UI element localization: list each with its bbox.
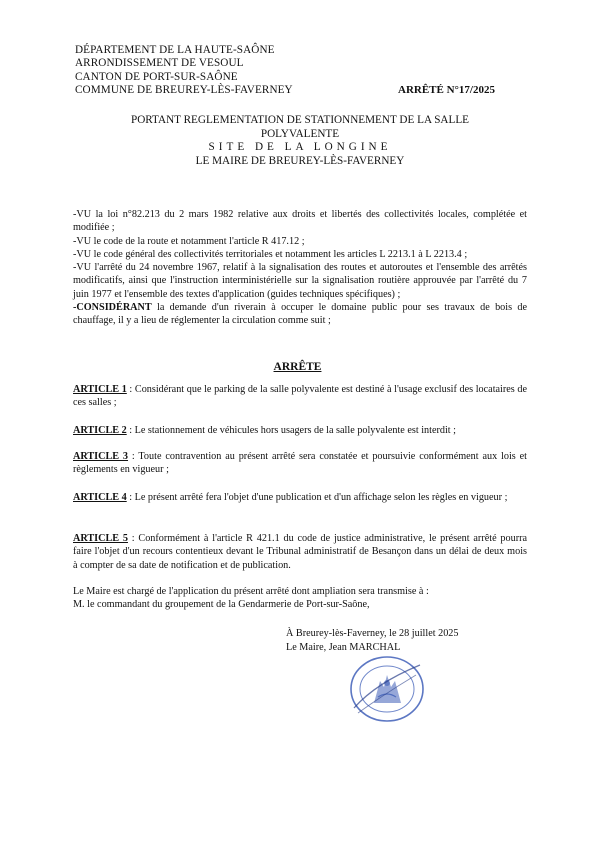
article-5-text: : Conformément à l'article R 421.1 du code de justice administrative, le présent arrêté pourra faire l'objet d'un recours contentieux devant le Tribunal administratif de Besançon dans un délai de deux mois à compter de sa date de notification et de publication.	[73, 533, 527, 571]
article-4	[73, 491, 527, 504]
arrete-heading: ARRÊTE	[273, 361, 322, 373]
article-2	[73, 424, 527, 437]
article-2-text: : Le stationnement de véhicules hors usagers de la salle polyvalente est interdit ;	[126, 425, 457, 436]
signature-name: Le Maire, Jean MARCHAL	[286, 642, 401, 653]
header-arrondissement: ARRONDISSEMENT DE VESOUL	[75, 57, 244, 70]
signature-block	[286, 627, 458, 655]
mairie-stamp	[346, 653, 428, 725]
title-maire: LE MAIRE DE BREUREY-LÈS-FAVERNEY	[195, 154, 405, 167]
arrete-number: ARRÊTÉ N°17/2025	[398, 84, 495, 96]
article-4-label: ARTICLE 4	[73, 492, 127, 503]
vu-cgct: -VU le code général des collectivités territoriales et notamment les articles L 2213.1 à L 2213.4 ;	[73, 248, 468, 260]
article-2-label: ARTICLE 2	[73, 425, 127, 436]
considerant-label: -CONSIDÉRANT	[73, 302, 152, 314]
article-4-text: : Le présent arrêté fera l'objet d'une publication et d'un affichage selon les règles en vigueur ;	[126, 492, 508, 503]
document-title	[60, 114, 540, 168]
title-site: SITE DE LA LONGINE	[208, 141, 392, 153]
article-5	[73, 532, 527, 572]
article-1-label: ARTICLE 1	[73, 384, 127, 395]
article-3-label: ARTICLE 3	[73, 451, 129, 462]
considerant	[73, 301, 527, 328]
article-1-text: : Considérant que le parking de la salle polyvalente est destiné à l'usage exclusif des locataires de ces salles ;	[73, 384, 528, 409]
article-3-text: : Toute contravention au présent arrêté sera constatée et poursuivie conformément aux lois et règlements en vigueur ;	[73, 451, 527, 476]
article-1	[73, 383, 527, 410]
ampliation-line-1: Le Maire est chargé de l'application du présent arrêté dont ampliation sera transmise à :	[73, 586, 429, 597]
header-canton: CANTON DE PORT-SUR-SAÔNE	[75, 70, 238, 83]
title-line-2: POLYVALENTE	[260, 127, 340, 140]
ampliation-line-2: M. le commandant du groupement de la Gendarmerie de Port-sur-Saône,	[73, 599, 370, 611]
signature-place-date: À Breurey-lès-Faverney, le 28 juillet 2025	[286, 628, 459, 639]
vu-code-route: -VU le code de la route et notamment l'article R 417.12 ;	[73, 235, 305, 247]
administrative-header	[75, 44, 293, 98]
vu-loi: -VU la loi n°82.213 du 2 mars 1982 relative aux droits et libertés des collectivités locales, complétée et modifiée ;	[73, 209, 527, 234]
article-3	[73, 450, 527, 477]
considerant-text: la demande d'un riverain à occuper le domaine public pour ses travaux de bois de chauffage, il y a lieu de réglementer la circulation comme suit ;	[73, 302, 527, 327]
article-5-label: ARTICLE 5	[73, 533, 128, 544]
title-line-1: PORTANT REGLEMENTATION DE STATIONNEMENT DE LA SALLE	[130, 114, 470, 126]
header-departement: DÉPARTEMENT DE LA HAUTE-SAÔNE	[75, 44, 275, 56]
ampliation-block	[73, 585, 527, 612]
considerants-block	[73, 208, 527, 328]
header-commune: COMMUNE DE BREUREY-LÈS-FAVERNEY	[75, 84, 293, 97]
vu-arrete-signalisation: -VU l'arrêté du 24 novembre 1967, relatif à la signalisation des routes et autoroutes et l'ensemble des arrêtés modificatifs, ainsi que l'instruction interministérielle sur la signalisation routière approuvée par l'arrêté du 7 juin 1977 et l'ensemble des textes d'application (guides techniques spécifiques) ;	[73, 262, 527, 300]
